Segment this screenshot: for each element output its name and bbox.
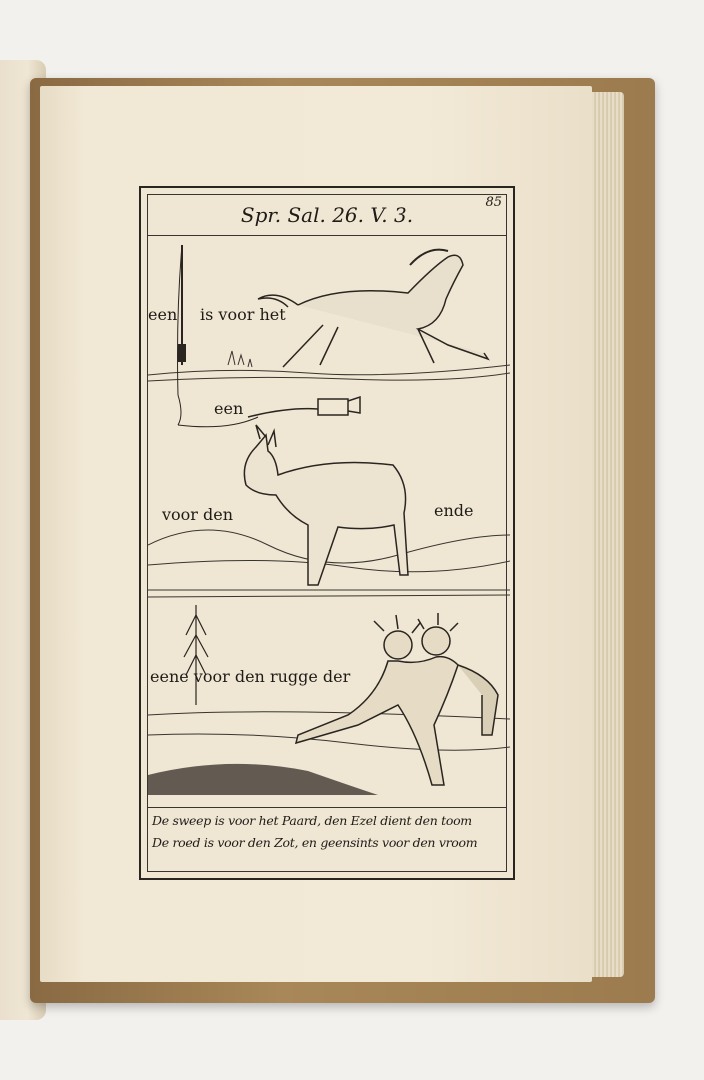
landscape-upper — [148, 351, 510, 381]
rebus-line-four: eene voor den rugge der — [150, 667, 351, 686]
caption-line-2: De roed is voor den Zot, en geensints voor den vroom — [152, 835, 478, 850]
horse-icon — [258, 250, 488, 367]
page-number: 85 — [485, 195, 502, 210]
rebus-words-is-voor-het: is voor het — [200, 305, 286, 324]
rebus-words-voor-den: voor den — [162, 505, 234, 524]
caption-line-1: De sweep is voor het Paard, den Ezel dient den toom — [152, 813, 472, 828]
plate-title: Spr. Sal. 26. V. 3. — [240, 203, 414, 227]
rebus-word-een-2: een — [214, 399, 244, 418]
bridle-icon — [248, 397, 360, 417]
engraving-art — [148, 195, 510, 875]
engraved-plate — [139, 186, 515, 880]
rebus-word-ende: ende — [434, 501, 474, 520]
fools-icon — [296, 613, 498, 785]
page-edges — [588, 92, 624, 977]
rod-icon — [184, 605, 208, 705]
dark-ground — [148, 764, 378, 795]
rebus-word-een: een — [148, 305, 178, 324]
caption-rule — [148, 807, 506, 808]
plate-frame — [147, 194, 507, 872]
